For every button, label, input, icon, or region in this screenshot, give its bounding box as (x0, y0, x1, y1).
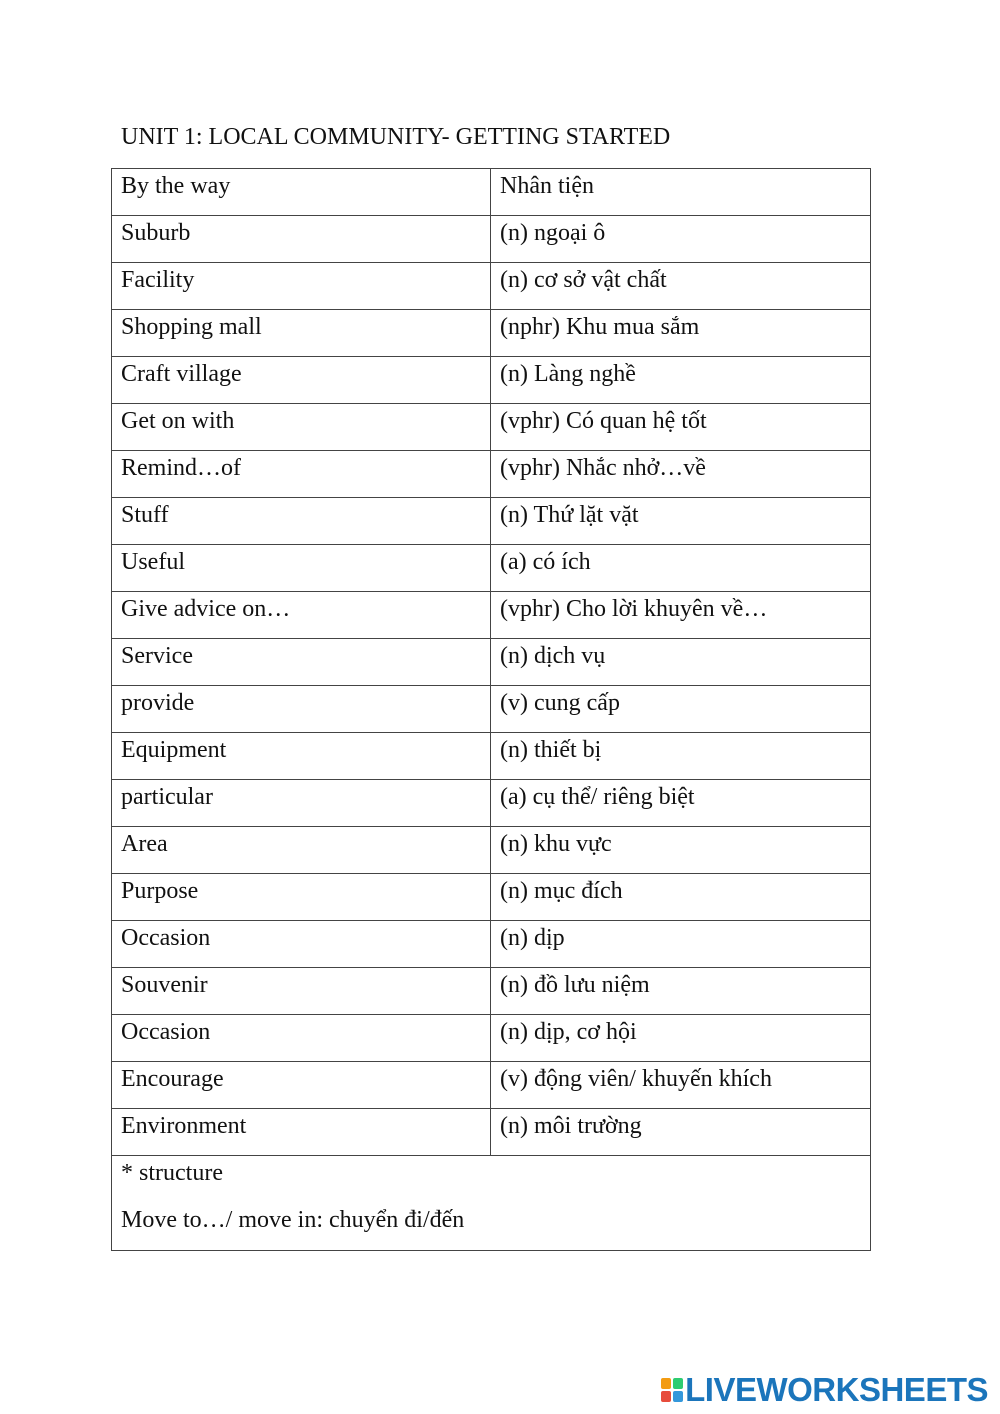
vocab-meaning: (n) ngoại ô (500, 220, 606, 246)
structure-heading: * structure (121, 1160, 223, 1186)
vocab-word: Area (121, 831, 168, 857)
vocab-word-cell (112, 921, 491, 968)
vocab-word-cell (112, 1062, 491, 1109)
vocab-word-cell (112, 639, 491, 686)
vocab-meaning-cell (491, 639, 871, 686)
vocab-word: Environment (121, 1113, 247, 1139)
vocab-word: Get on with (121, 408, 235, 434)
vocab-word-cell (112, 498, 491, 545)
vocab-word-cell (112, 545, 491, 592)
vocab-word-cell (112, 874, 491, 921)
vocab-meaning-cell (491, 733, 871, 780)
table-row (112, 639, 871, 686)
vocab-meaning: Nhân tiện (500, 173, 594, 199)
vocab-meaning: (n) mục đích (500, 878, 623, 904)
logo-square-2 (673, 1378, 683, 1389)
logo-square-3 (661, 1391, 671, 1402)
table-row (112, 780, 871, 827)
vocab-meaning-cell (491, 1109, 871, 1156)
vocab-meaning: (vphr) Có quan hệ tốt (500, 408, 707, 434)
table-row (112, 545, 871, 592)
vocab-word-cell (112, 968, 491, 1015)
vocab-word-cell (112, 733, 491, 780)
vocab-word: Remind…of (121, 455, 241, 481)
vocab-meaning-cell (491, 592, 871, 639)
watermark-text: LIVEWORKSHEETS (685, 1371, 988, 1408)
vocab-word-cell (112, 451, 491, 498)
page-title: UNIT 1: LOCAL COMMUNITY- GETTING STARTED (121, 124, 671, 150)
logo-square-4 (673, 1391, 683, 1402)
vocab-meaning: (n) dịp, cơ hội (500, 1019, 637, 1045)
vocab-meaning: (n) thiết bị (500, 737, 602, 763)
vocab-word: Stuff (121, 502, 169, 528)
vocab-word-cell (112, 1109, 491, 1156)
vocab-meaning: (a) có ích (500, 549, 591, 575)
table-row (112, 310, 871, 357)
vocab-meaning-cell (491, 498, 871, 545)
liveworksheets-logo-icon (661, 1378, 683, 1402)
vocab-word: Give advice on… (121, 596, 291, 622)
vocab-word-cell (112, 686, 491, 733)
table-row (112, 357, 871, 404)
vocab-word-cell (112, 1015, 491, 1062)
table-row (112, 921, 871, 968)
vocab-meaning: (n) dịp (500, 925, 565, 951)
vocab-word-cell (112, 357, 491, 404)
vocab-meaning-cell (491, 263, 871, 310)
vocab-meaning: (n) đồ lưu niệm (500, 972, 650, 998)
vocab-word: particular (121, 784, 213, 810)
table-row (112, 686, 871, 733)
table-row (112, 874, 871, 921)
vocab-meaning-cell (491, 169, 871, 216)
vocab-meaning-cell (491, 545, 871, 592)
vocab-meaning: (n) môi trường (500, 1113, 642, 1139)
vocab-word: Purpose (121, 878, 199, 904)
table-row (112, 968, 871, 1015)
vocab-meaning-cell (491, 216, 871, 263)
vocab-meaning: (n) cơ sở vật chất (500, 267, 667, 293)
table-row (112, 592, 871, 639)
vocab-word: Occasion (121, 925, 211, 951)
vocab-word: Occasion (121, 1019, 211, 1045)
vocabulary-table-body (112, 169, 871, 1251)
vocab-meaning: (v) cung cấp (500, 690, 620, 716)
vocab-meaning-cell (491, 686, 871, 733)
vocab-word: Shopping mall (121, 314, 262, 340)
table-row (112, 827, 871, 874)
vocab-word: Facility (121, 267, 195, 293)
vocab-meaning: (vphr) Cho lời khuyên về… (500, 596, 768, 622)
vocab-meaning-cell (491, 357, 871, 404)
vocab-meaning: (n) Làng nghề (500, 361, 636, 387)
table-row (112, 451, 871, 498)
logo-square-1 (661, 1378, 671, 1389)
vocab-meaning-cell (491, 1015, 871, 1062)
vocab-meaning-cell (491, 921, 871, 968)
vocab-word: Suburb (121, 220, 191, 246)
vocab-word: Craft village (121, 361, 242, 387)
vocab-word: Useful (121, 549, 185, 575)
vocab-meaning: (n) khu vực (500, 831, 612, 857)
vocab-word: By the way (121, 173, 231, 199)
vocab-meaning-cell (491, 1062, 871, 1109)
vocab-word-cell (112, 216, 491, 263)
vocab-word: Equipment (121, 737, 227, 763)
vocab-meaning-cell (491, 780, 871, 827)
vocab-word: Souvenir (121, 972, 208, 998)
vocab-word-cell (112, 827, 491, 874)
vocab-meaning-cell (491, 404, 871, 451)
vocab-word: Service (121, 643, 193, 669)
vocab-meaning: (n) Thứ lặt vặt (500, 502, 639, 528)
vocab-meaning: (nphr) Khu mua sắm (500, 314, 700, 340)
vocab-word-cell (112, 404, 491, 451)
vocab-meaning-cell (491, 874, 871, 921)
vocab-word-cell (112, 169, 491, 216)
structure-cell (112, 1156, 871, 1251)
vocab-word: provide (121, 690, 195, 716)
vocab-meaning-cell (491, 451, 871, 498)
vocab-meaning-cell (491, 968, 871, 1015)
vocab-word-cell (112, 310, 491, 357)
vocab-meaning: (a) cụ thể/ riêng biệt (500, 784, 695, 810)
liveworksheets-watermark (661, 1370, 988, 1410)
table-row (112, 216, 871, 263)
vocab-meaning-cell (491, 827, 871, 874)
vocab-meaning-cell (491, 310, 871, 357)
table-row (112, 1062, 871, 1109)
vocab-meaning: (v) động viên/ khuyến khích (500, 1066, 772, 1092)
table-row (112, 1109, 871, 1156)
vocab-meaning: (vphr) Nhắc nhở…về (500, 455, 706, 481)
vocab-word-cell (112, 263, 491, 310)
table-row (112, 263, 871, 310)
vocab-meaning: (n) dịch vụ (500, 643, 606, 669)
vocab-word: Encourage (121, 1066, 224, 1092)
table-row (112, 498, 871, 545)
table-row (112, 169, 871, 216)
table-row (112, 404, 871, 451)
table-row (112, 1015, 871, 1062)
vocab-word-cell (112, 780, 491, 827)
table-row (112, 733, 871, 780)
vocabulary-table (111, 168, 871, 1251)
structure-row (112, 1156, 871, 1251)
structure-line: Move to…/ move in: chuyển đi/đến (121, 1207, 465, 1233)
vocab-word-cell (112, 592, 491, 639)
